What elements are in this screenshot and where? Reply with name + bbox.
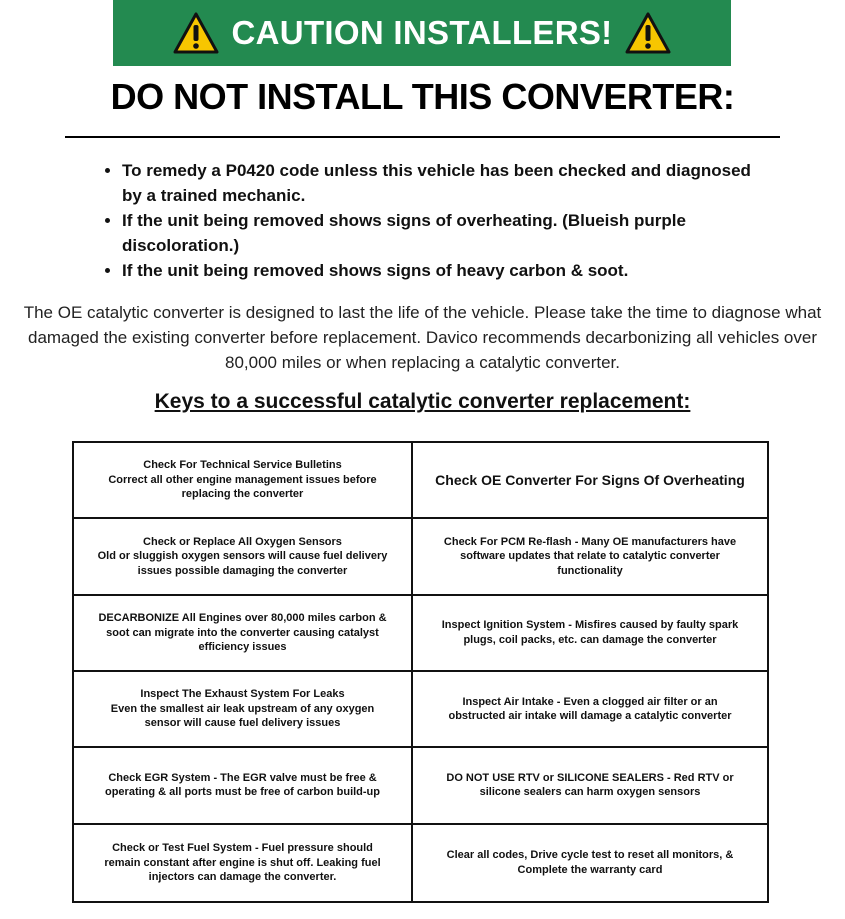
list-item: • To remedy a P0420 code unless this vehicle has been checked and diagnosed by a trained mechanic.	[122, 158, 762, 208]
key-cell: Check or Test Fuel System - Fuel pressure should remain constant after engine is shut off. Leaking fuel injectors can damage the converter.	[74, 825, 413, 901]
page-title: DO NOT INSTALL THIS CONVERTER:	[110, 76, 735, 117]
key-cell: Check For Technical Service Bulletins Correct all other engine management issues before replacing the converter	[74, 443, 413, 519]
divider	[65, 136, 780, 138]
banner-text: CAUTION INSTALLERS!	[231, 14, 613, 51]
key-cell: Inspect Ignition System - Misfires caused by faulty spark plugs, coil packs, etc. can damage the converter	[413, 596, 767, 672]
warning-triangle-icon	[172, 11, 220, 55]
key-cell: Inspect The Exhaust System For Leaks Even the smallest air leak upstream of any oxygen sensor will cause fuel delivery issues	[74, 672, 413, 748]
key-cell: Inspect Air Intake - Even a clogged air filter or an obstructed air intake will damage a catalytic converter	[413, 672, 767, 748]
list-item: • If the unit being removed shows signs of overheating. (Blueish purple discoloration.)	[122, 208, 762, 258]
key-cell: Check EGR System - The EGR valve must be free & operating & all ports must be free of carbon build-up	[74, 748, 413, 824]
warning-triangle-icon	[624, 11, 672, 55]
warning-list	[100, 158, 762, 283]
section-subtitle: Keys to a successful catalytic converter replacement:	[154, 390, 691, 413]
list-item: • If the unit being removed shows signs of heavy carbon & soot.	[122, 258, 762, 283]
key-cell: Clear all codes, Drive cycle test to reset all monitors, & Complete the warranty card	[446, 849, 734, 876]
key-cell: Check For PCM Re-flash - Many OE manufacturers have software updates that relate to catalytic converter functionality	[413, 519, 767, 595]
info-paragraph: The OE catalytic converter is designed to last the life of the vehicle. Please take the time to diagnose what damaged the existing converter before replacement. Davico recommends decarbonizing all vehicles over 80,000 miles or when replacing a catalytic converter.	[23, 303, 822, 372]
keys-table	[72, 441, 769, 903]
key-cell: DECARBONIZE All Engines over 80,000 miles carbon & soot can migrate into the converter causing catalyst efficiency issues	[74, 596, 413, 672]
caution-banner	[113, 0, 731, 66]
key-cell: Check OE Converter For Signs Of Overheating	[413, 443, 767, 519]
key-cell: Check or Replace All Oxygen Sensors Old or sluggish oxygen sensors will cause fuel delivery issues possible damaging the converter	[74, 519, 413, 595]
key-cell: DO NOT USE RTV or SILICONE SEALERS - Red RTV or silicone sealers can harm oxygen sensors	[413, 748, 767, 824]
